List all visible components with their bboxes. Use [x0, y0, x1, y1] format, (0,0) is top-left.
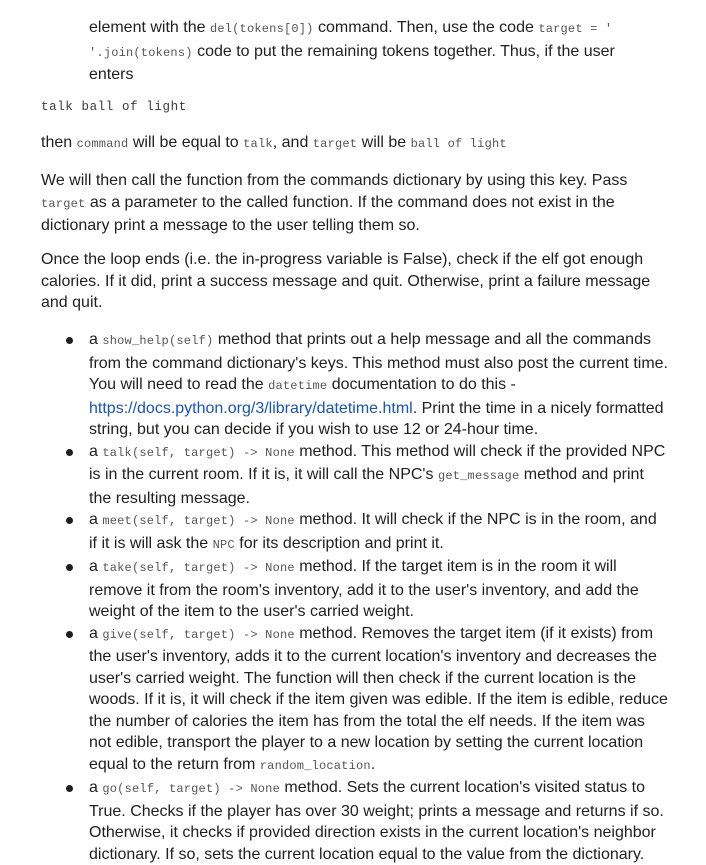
method-text-b: documentation to do this -	[327, 376, 516, 393]
then-text-b: will be equal to	[128, 134, 244, 151]
method-text-a: method that prints out a help message and all the commands from the command dictionary's keys. This method must also post the current time. You will need to read the	[89, 331, 668, 393]
intro-text-a: element with the	[89, 19, 210, 36]
list-item-take	[0, 556, 669, 623]
intro-paragraph	[89, 17, 649, 86]
method-signature: go(self, target) -> None	[102, 782, 280, 796]
method-text-a: method. It will check if the NPC is in the room, and if it is will ask the	[89, 511, 657, 552]
call-text-a: We will then call the function from the commands dictionary by using this key. Pass	[41, 172, 628, 189]
method-text-c: . Print the time in a nicely formatted string, but you can decide if you wish to use 12 or 24-hour time.	[89, 399, 664, 438]
method-signature: talk(self, target) -> None	[102, 445, 295, 460]
method-pre: a	[89, 779, 103, 796]
method-text-a: method. Removes the target item (if it exists) from the user's inventory, adds it to the current location's inventory and decreases the user's carried weight. The function will then check if the current location is the woods. If it is, it will check if the item given was edible. If the item is edible, reduce the number of calories the item has from the total the elf needs. If the item was not edible, transport the player to a new location by setting the current location equal to the return from	[89, 624, 668, 773]
code-random-location: random_location	[259, 758, 371, 773]
then-text-c: , and	[272, 134, 313, 151]
code-command: command	[76, 137, 129, 151]
method-text-b: .	[370, 755, 376, 773]
method-text-a: method. If the target item is in the room it will remove it from the room's inventory, add it to the user's inventory, and add the weight of the item to the user's carried weight.	[89, 558, 639, 620]
method-signature: meet(self, target) -> None	[102, 514, 295, 528]
method-text-a: method. This method will check if the provided NPC is in the current room. If it is, it will call the NPC's	[89, 442, 666, 483]
code-npc: NPC	[212, 537, 235, 552]
code-datetime: datetime	[268, 379, 328, 393]
method-signature: take(self, target) -> None	[102, 561, 295, 575]
bullet-icon	[66, 564, 73, 571]
datetime-docs-link[interactable]: https://docs.python.org/3/library/datetime.html	[89, 399, 413, 417]
loop-paragraph: Once the loop ends (i.e. the in-progress variable is False), check if the elf got enough calories. If it did, print a success message and quit. Otherwise, print a failure message and quit.	[41, 251, 651, 311]
method-text-b: method and print the resulting message.	[89, 466, 644, 507]
list-item-give	[0, 623, 669, 778]
call-paragraph	[41, 170, 641, 237]
method-pre: a	[89, 442, 103, 460]
example-input-block: talk ball of light	[41, 100, 187, 114]
method-pre: a	[89, 624, 103, 642]
call-text-b: as a parameter to the called function. If the command does not exist in the dictionary print a message to the user telling them so.	[41, 193, 615, 234]
code-target: target	[312, 137, 358, 151]
intro-text-c: code to put the remaining tokens together. Thus, if the user enters	[89, 42, 615, 83]
then-text-a: then	[41, 134, 77, 151]
code-target-param: target	[41, 196, 86, 211]
method-signature: give(self, target) -> None	[102, 627, 295, 642]
methods-list	[0, 329, 706, 865]
then-paragraph	[41, 132, 681, 156]
list-item-go	[0, 777, 669, 865]
bullet-icon	[66, 449, 73, 456]
method-text-b: for its description and print it.	[234, 534, 444, 552]
list-item-show-help	[0, 329, 669, 441]
code-talk: talk	[243, 137, 273, 151]
method-pre: a	[89, 331, 103, 348]
bullet-icon	[66, 337, 73, 344]
bullet-icon	[66, 517, 73, 524]
code-del-tokens: del(tokens[0])	[209, 22, 314, 36]
intro-text-b: command. Then, use the code	[313, 19, 539, 36]
method-signature: show_help(self)	[102, 334, 214, 348]
bullet-icon	[66, 631, 73, 638]
list-item-talk	[0, 441, 669, 510]
then-text-d: will be	[357, 134, 411, 151]
code-get-message: get_message	[437, 469, 520, 483]
list-item-meet	[0, 509, 669, 556]
bullet-icon	[66, 785, 73, 792]
method-pre: a	[89, 511, 103, 528]
code-join-tokens: target = ' '.join(tokens)	[89, 22, 613, 60]
method-text-a: method. Sets the current location's visited status to True. Checks if the player has over 30 weight; prints a message and returns if so. Otherwise, it checks if provided direction exists in the current location's neighbor dictionary. If so, sets the current location equal to the value from the dictionary.	[89, 779, 664, 863]
method-pre: a	[89, 558, 103, 575]
code-ball-of-light: ball of light	[410, 137, 507, 151]
